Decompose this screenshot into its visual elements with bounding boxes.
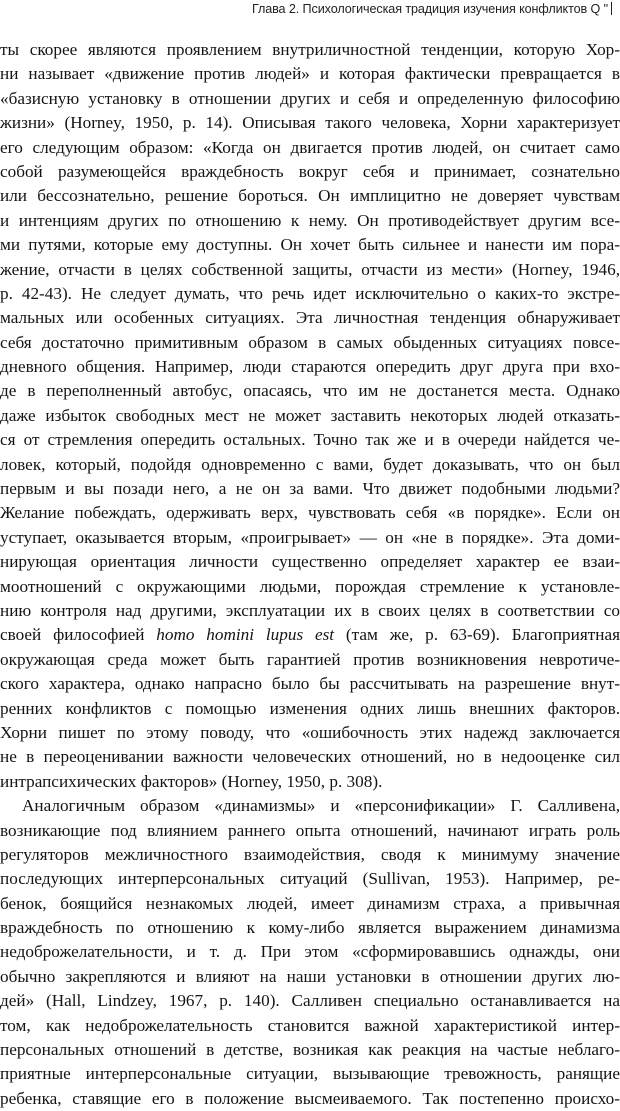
text-line: ского характера, однако напрасно было бы рассчитывать на разрешение внут- bbox=[0, 674, 620, 694]
text-line: Аналогичным образом «динамизмы» и «персонификации» Г. Салливена, bbox=[22, 796, 620, 816]
body-text bbox=[0, 38, 620, 1111]
text-line: дей» (Hall, Lindzey, 1967, p. 140). Салливен специально останавливается на bbox=[0, 991, 620, 1011]
paragraph-2 bbox=[0, 794, 620, 1111]
text-fragment: своей философией bbox=[0, 625, 157, 645]
text-line: дневного общения. Например, люди стараются опередить друг друга при вхо- bbox=[0, 357, 620, 377]
text-line: уступает, оказывается вторым, «проигрывает» — он «не в порядке». Эта доми- bbox=[0, 527, 620, 547]
text-line: ты скорее являются проявлением внутриличностной тенденции, которую Хор- bbox=[0, 40, 620, 59]
running-header bbox=[252, 2, 612, 16]
text-line: бенок, боящийся незнакомых людей, имеет динамизм страха, а привычная bbox=[0, 893, 620, 913]
header-rule bbox=[611, 2, 612, 15]
paragraph-1 bbox=[0, 38, 620, 794]
text-line: интрапсихических факторов» (Horney, 1950, p. 308). bbox=[0, 771, 383, 791]
text-line: ренних конфликтов с помощью изменения одних лишь внешних факторов. bbox=[0, 698, 620, 718]
text-fragment: (там же, p. 63-69). Благоприятная bbox=[334, 625, 620, 645]
text-line: первым и вы позади него, а не он за вами. Что движет подобными людьми? bbox=[0, 479, 620, 499]
text-line: не в переоценивании важности человеческих отношений, но в недооценке сил bbox=[0, 747, 620, 767]
text-line: последующих интерперсональных ситуаций (Sullivan, 1953). Например, ре- bbox=[0, 869, 620, 889]
text-line: нирующая ориентация личности существенно определяет характер ее взаи- bbox=[0, 552, 620, 572]
text-line: ни называет «движение против людей» и которая фактически превращается в bbox=[0, 64, 620, 84]
text-line: приятные интерперсональные ситуации, вызывающие тревожность, ранящие bbox=[0, 1064, 620, 1084]
text-line: враждебность по отношению к кому-либо является выражением динамизма bbox=[0, 918, 620, 938]
text-line: нию контроля над другими, эксплуатации их в своих целях в соответствии со bbox=[0, 600, 620, 620]
text-line: жизни» (Horney, 1950, p. 14). Описывая такого человека, Хорни характеризует bbox=[0, 113, 620, 133]
text-line: Желание побеждать, одерживать верх, чувствовать себя «в порядке». Если он bbox=[0, 503, 620, 523]
text-line: собой разумеющейся враждебность вокруг себя и принимает, сознательно bbox=[0, 161, 620, 181]
text-line: ловек, который, подойдя одновременно с вами, будет доказывать, что он был bbox=[0, 454, 620, 474]
text-line: Хорни пишет по этому поводу, что «ошибочность этих надежд заключается bbox=[0, 722, 620, 742]
latin-phrase: homo homini lupus est bbox=[156, 625, 335, 645]
text-line: обычно закрепляются и влияют на наши установки в отношении других лю- bbox=[0, 966, 620, 986]
text-line: ми путями, которые ему доступны. Он хочет быть сильнее и нанести им пора- bbox=[0, 235, 620, 255]
text-line: моотношений с окружающими людьми, порождая стремление к установле- bbox=[0, 576, 620, 596]
running-title: Глава 2. Психологическая традиция изучения конфликтов Q " bbox=[251, 2, 608, 16]
text-line: себя достаточно примитивным образом в самых обыденных ситуациях повсе- bbox=[0, 332, 620, 352]
text-line: недоброжелательности, и т. д. При этом «сформировавшись однажды, они bbox=[0, 942, 620, 962]
text-line: регуляторов межличностного взаимодействия, сводя к минимуму значение bbox=[0, 844, 620, 864]
text-line: и интенциям других по отношению к нему. Он противодействует другим все- bbox=[0, 210, 620, 230]
text-line: персональных отношений в детстве, возникая как реакция на частые неблаго- bbox=[0, 1040, 620, 1060]
text-line: «базисную установку в отношении других и себя и определенную философию bbox=[0, 88, 620, 108]
text-line: ся от стремления опередить остальных. Точно так же и в очереди найдется че- bbox=[0, 430, 620, 450]
text-line: его следующим образом: «Когда он двигается против людей, он считает само bbox=[0, 137, 620, 157]
text-line-with-latin-phrase bbox=[0, 623, 620, 647]
text-line: де в переполненный автобус, опасаясь, что им не достанется места. Однако bbox=[0, 381, 620, 401]
text-line: или бессознательно, решение бороться. Он имплицитно не доверяет чувствам bbox=[0, 186, 620, 206]
text-line: ребенка, ставящие его в положение высмеиваемого. Так постепенно происхо- bbox=[0, 1088, 620, 1108]
text-line: жение, отчасти в целях собственной защиты, отчасти из мести» (Horney, 1946, bbox=[0, 259, 620, 279]
text-line: p. 42-43). Не следует думать, что речь идет исключительно о каких-то экстре- bbox=[0, 283, 620, 303]
text-line: мальных или особенных ситуациях. Эта личностная тенденция обнаруживает bbox=[0, 308, 620, 328]
text-line: даже избыток свободных мест не может заставить некоторых людей отказать- bbox=[0, 405, 620, 425]
text-line: том, как недоброжелательность становится важной характеристикой интер- bbox=[0, 1015, 620, 1035]
text-line: окружающая среда может быть гарантией против возникновения невротиче- bbox=[0, 649, 620, 669]
text-line: возникающие под влиянием раннего опыта отношений, начинают играть роль bbox=[0, 820, 620, 840]
